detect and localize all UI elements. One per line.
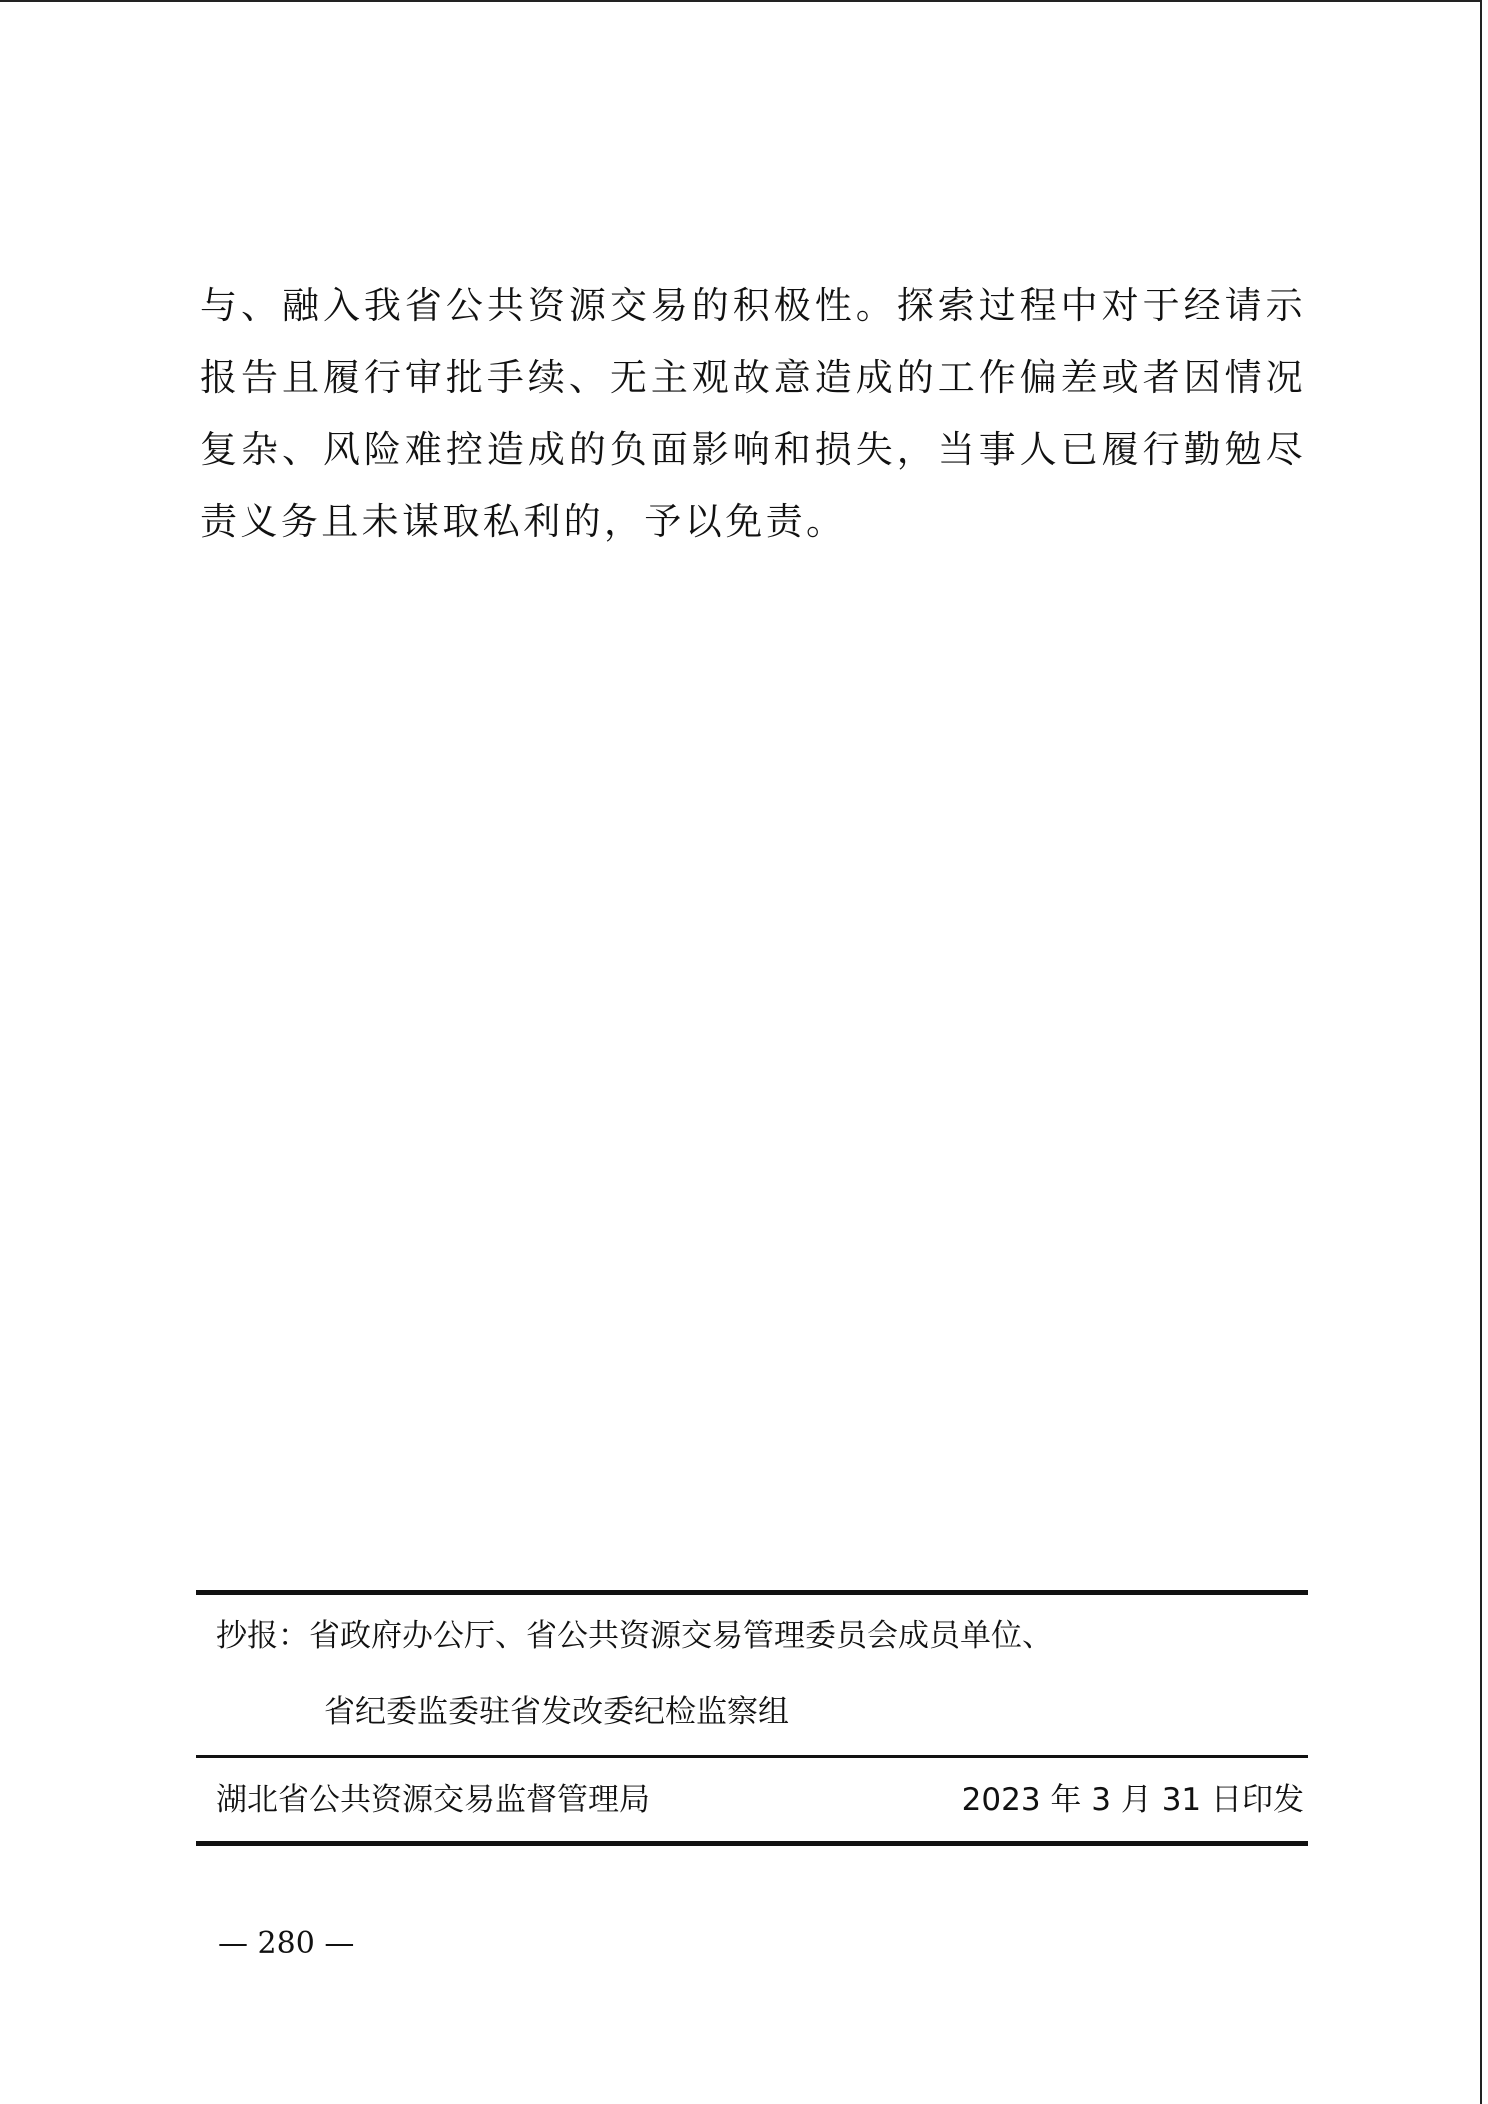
body-paragraph: 与、融入我省公共资源交易的积极性。探索过程中对于经请示报告且履行审批手续、无主观故意造成的工作偏差或者因情况复杂、风险难控造成的负面影响和损失，当事人已履行勤勉尽责义务且未谋取私利的，予以免责。: [200, 284, 1306, 543]
cc-block: [196, 1590, 1308, 1758]
issue-row: [196, 1758, 1308, 1846]
page-number: — 280 —: [218, 1926, 355, 1961]
cc-recipients-line1: 抄报：省政府办公厅、省公共资源交易管理委员会成员单位、: [216, 1618, 1053, 1654]
cc-recipients-line2: 省纪委监委驻省发改委纪检监察组: [324, 1694, 789, 1730]
issuing-agency: 湖北省公共资源交易监督管理局: [216, 1782, 650, 1818]
issue-date: 2023 年 3 月 31 日印发: [961, 1782, 1304, 1818]
